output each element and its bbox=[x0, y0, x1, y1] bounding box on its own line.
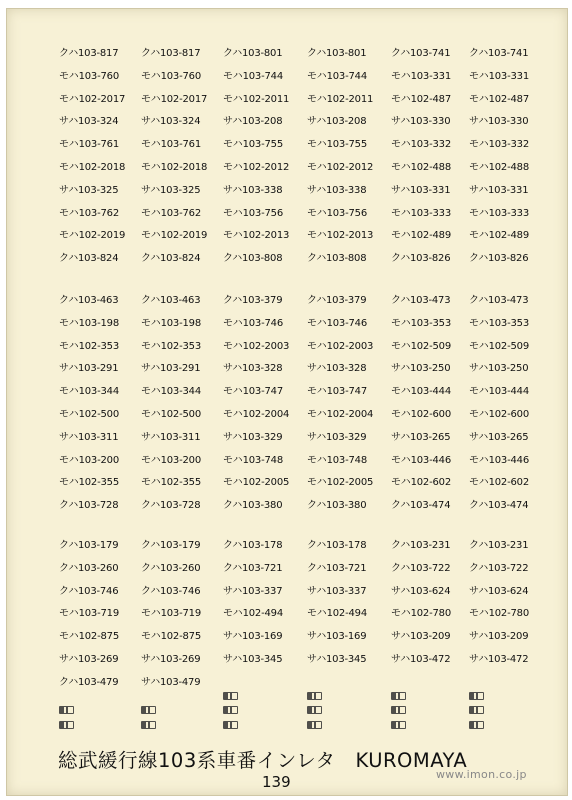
car-number-label: クハ103-746 bbox=[141, 585, 201, 597]
car-number-label: クハ103-722 bbox=[469, 562, 529, 574]
car-number-label: モハ102-875 bbox=[141, 631, 201, 643]
car-number-label: サハ103-209 bbox=[469, 631, 529, 643]
car-number-label: モハ103-200 bbox=[59, 454, 119, 466]
car-number-label: サハ103-269 bbox=[59, 653, 119, 665]
car-number-label: サハ103-338 bbox=[307, 184, 367, 196]
car-number-label: モハ103-198 bbox=[59, 317, 119, 329]
car-number-label: サハ103-329 bbox=[307, 431, 367, 443]
car-number-label: サハ103-338 bbox=[223, 184, 283, 196]
product-title: 総武緩行線103系車番インレタ KUROMAYA bbox=[58, 749, 468, 772]
car-number-label: サハ103-331 bbox=[391, 184, 451, 196]
car-number-label: サハ103-209 bbox=[391, 631, 451, 643]
car-number-label: サハ103-325 bbox=[59, 184, 119, 196]
car-number-label: モハ103-762 bbox=[141, 207, 201, 219]
car-number-label: モハ103-760 bbox=[141, 70, 201, 82]
car-number-label: モハ102-2019 bbox=[59, 230, 126, 242]
car-number-label: モハ103-747 bbox=[307, 386, 367, 398]
site-watermark: www.imon.co.jp bbox=[436, 768, 527, 781]
car-number-label: モハ102-2019 bbox=[141, 230, 208, 242]
car-number-label: モハ102-2004 bbox=[307, 408, 374, 420]
car-number-label: モハ102-2005 bbox=[223, 477, 290, 489]
car-number-label: クハ103-231 bbox=[391, 540, 451, 551]
car-number-label: モハ103-748 bbox=[223, 454, 283, 466]
car-number-label: クハ103-473 bbox=[469, 295, 529, 306]
car-number-label: クハ103-728 bbox=[141, 500, 201, 512]
car-number-label: クハ103-178 bbox=[307, 540, 367, 551]
car-number-label: サハ103-208 bbox=[223, 116, 283, 128]
car-number-label: サハ103-329 bbox=[223, 431, 283, 443]
car-number-label: サハ103-250 bbox=[391, 363, 451, 375]
car-number-label: モハ103-755 bbox=[223, 139, 283, 151]
car-number-label: モハ102-780 bbox=[391, 608, 451, 620]
car-number-label: モハ102-2003 bbox=[223, 340, 290, 352]
car-number-label: モハ102-2011 bbox=[223, 93, 290, 105]
car-number-label: クハ103-722 bbox=[391, 562, 451, 574]
decal-sheet bbox=[6, 8, 568, 796]
car-number-label: サハ103-325 bbox=[141, 184, 201, 196]
number-block-1 bbox=[59, 49, 549, 277]
car-number-label: モハ103-746 bbox=[223, 317, 283, 329]
car-number-label: モハ102-509 bbox=[469, 340, 529, 352]
car-number-label: モハ102-2013 bbox=[307, 230, 374, 242]
car-number-label: モハ103-331 bbox=[391, 70, 451, 82]
car-number-label: サハ103-624 bbox=[391, 585, 451, 597]
car-number-label: クハ103-474 bbox=[469, 500, 529, 512]
car-number-label: モハ102-494 bbox=[307, 608, 367, 620]
car-number-label: モハ103-331 bbox=[469, 70, 529, 82]
small-mark-icon bbox=[59, 706, 74, 714]
car-number-label: クハ103-179 bbox=[59, 540, 119, 551]
small-mark-icon bbox=[391, 706, 406, 714]
car-number-label: クハ103-479 bbox=[59, 676, 119, 688]
car-number-label: モハ102-355 bbox=[141, 477, 201, 489]
car-number-label: クハ103-741 bbox=[469, 48, 529, 59]
car-number-label: サハ103-337 bbox=[223, 585, 283, 597]
car-number-label: モハ103-332 bbox=[391, 139, 451, 151]
small-mark-icon bbox=[391, 721, 406, 729]
car-number-label: モハ103-760 bbox=[59, 70, 119, 82]
small-mark-icon bbox=[223, 692, 238, 700]
car-number-label: サハ103-169 bbox=[223, 631, 283, 643]
car-number-label: クハ103-721 bbox=[223, 562, 283, 574]
car-number-label: モハ102-780 bbox=[469, 608, 529, 620]
car-number-label: モハ102-487 bbox=[391, 93, 451, 105]
car-number-label: クハ103-231 bbox=[469, 540, 529, 551]
car-number-label: クハ103-260 bbox=[141, 562, 201, 574]
car-number-label: クハ103-721 bbox=[307, 562, 367, 574]
car-number-label: クハ103-463 bbox=[141, 295, 201, 306]
small-mark-icon bbox=[469, 721, 484, 729]
small-mark-icon bbox=[307, 706, 322, 714]
car-number-label: モハ103-761 bbox=[59, 139, 119, 151]
car-number-label: クハ103-474 bbox=[391, 500, 451, 512]
car-number-label: モハ102-875 bbox=[59, 631, 119, 643]
car-number-label: クハ103-824 bbox=[59, 253, 119, 265]
car-number-label: モハ102-509 bbox=[391, 340, 451, 352]
small-mark-icon bbox=[223, 721, 238, 729]
car-number-label: モハ102-2013 bbox=[223, 230, 290, 242]
car-number-label: モハ102-488 bbox=[469, 161, 529, 173]
mark-row-2 bbox=[59, 706, 549, 714]
car-number-label: モハ103-333 bbox=[469, 207, 529, 219]
car-number-label: モハ102-2017 bbox=[141, 93, 208, 105]
car-number-label: サハ103-265 bbox=[469, 431, 529, 443]
small-mark-icon bbox=[307, 721, 322, 729]
page-number: 139 bbox=[262, 773, 291, 791]
car-number-label: サハ103-311 bbox=[59, 431, 119, 443]
car-number-label: クハ103-801 bbox=[307, 48, 367, 59]
small-mark-icon bbox=[391, 692, 406, 700]
car-number-label: モハ102-500 bbox=[141, 408, 201, 420]
car-number-label: クハ103-826 bbox=[391, 253, 451, 265]
car-number-label: モハ102-487 bbox=[469, 93, 529, 105]
car-number-label: モハ102-2011 bbox=[307, 93, 374, 105]
car-number-label: クハ103-808 bbox=[223, 253, 283, 265]
small-mark-icon bbox=[141, 706, 156, 714]
car-number-label: クハ103-741 bbox=[391, 48, 451, 59]
small-mark-icon bbox=[469, 692, 484, 700]
car-number-label: モハ102-500 bbox=[59, 408, 119, 420]
car-number-label: クハ103-728 bbox=[59, 500, 119, 512]
car-number-label: クハ103-826 bbox=[469, 253, 529, 265]
car-number-label: モハ103-444 bbox=[469, 386, 529, 398]
car-number-label: モハ102-2017 bbox=[59, 93, 126, 105]
car-number-label: サハ103-169 bbox=[307, 631, 367, 643]
car-number-label: クハ103-817 bbox=[59, 48, 119, 59]
car-number-label: サハ103-324 bbox=[141, 116, 201, 128]
car-number-label: モハ103-344 bbox=[59, 386, 119, 398]
car-number-label: モハ103-756 bbox=[223, 207, 283, 219]
car-number-label: モハ103-353 bbox=[391, 317, 451, 329]
car-number-label: クハ103-379 bbox=[223, 295, 283, 306]
small-mark-icon bbox=[307, 692, 322, 700]
car-number-label: モハ102-2018 bbox=[59, 161, 126, 173]
car-number-label: モハ102-488 bbox=[391, 161, 451, 173]
car-number-label: サハ103-472 bbox=[391, 653, 451, 665]
car-number-label: クハ103-746 bbox=[59, 585, 119, 597]
car-number-label: サハ103-265 bbox=[391, 431, 451, 443]
car-number-label: クハ103-179 bbox=[141, 540, 201, 551]
car-number-label: サハ103-328 bbox=[223, 363, 283, 375]
car-number-label: モハ102-489 bbox=[469, 230, 529, 242]
car-number-label: モハ103-719 bbox=[141, 608, 201, 620]
car-number-label: モハ103-762 bbox=[59, 207, 119, 219]
car-number-label: サハ103-345 bbox=[307, 653, 367, 665]
car-number-label: モハ103-333 bbox=[391, 207, 451, 219]
car-number-label: サハ103-269 bbox=[141, 653, 201, 665]
car-number-label: モハ102-2003 bbox=[307, 340, 374, 352]
car-number-label: モハ102-353 bbox=[141, 340, 201, 352]
car-number-label: サハ103-208 bbox=[307, 116, 367, 128]
car-number-label: モハ103-446 bbox=[469, 454, 529, 466]
car-number-label: モハ103-353 bbox=[469, 317, 529, 329]
car-number-label: サハ103-250 bbox=[469, 363, 529, 375]
car-number-label: サハ103-311 bbox=[141, 431, 201, 443]
small-mark-icon bbox=[223, 706, 238, 714]
car-number-label: モハ102-355 bbox=[59, 477, 119, 489]
car-number-label: モハ103-332 bbox=[469, 139, 529, 151]
car-number-label: クハ103-463 bbox=[59, 295, 119, 306]
car-number-label: サハ103-291 bbox=[141, 363, 201, 375]
car-number-label: モハ103-761 bbox=[141, 139, 201, 151]
car-number-label: クハ103-380 bbox=[223, 500, 283, 512]
car-number-label: サハ103-330 bbox=[469, 116, 529, 128]
mark-row-1 bbox=[59, 692, 549, 700]
car-number-label: クハ103-801 bbox=[223, 48, 283, 59]
car-number-label: モハ102-2005 bbox=[307, 477, 374, 489]
car-number-label: モハ102-600 bbox=[391, 408, 451, 420]
number-block-2 bbox=[59, 296, 549, 524]
car-number-label: モハ103-198 bbox=[141, 317, 201, 329]
car-number-label: サハ103-330 bbox=[391, 116, 451, 128]
car-number-label: モハ103-744 bbox=[223, 70, 283, 82]
car-number-label: サハ103-291 bbox=[59, 363, 119, 375]
car-number-label: モハ102-489 bbox=[391, 230, 451, 242]
car-number-label: モハ102-602 bbox=[391, 477, 451, 489]
car-number-label: サハ103-328 bbox=[307, 363, 367, 375]
car-number-label: モハ102-2012 bbox=[307, 161, 374, 173]
car-number-label: モハ102-2004 bbox=[223, 408, 290, 420]
number-block-3 bbox=[59, 541, 549, 701]
car-number-label: サハ103-624 bbox=[469, 585, 529, 597]
car-number-label: サハ103-337 bbox=[307, 585, 367, 597]
car-number-label: クハ103-824 bbox=[141, 253, 201, 265]
car-number-label: モハ103-444 bbox=[391, 386, 451, 398]
car-number-label: モハ103-746 bbox=[307, 317, 367, 329]
small-mark-icon bbox=[59, 721, 74, 729]
mark-row-3 bbox=[59, 721, 549, 729]
small-mark-icon bbox=[141, 721, 156, 729]
car-number-label: モハ103-719 bbox=[59, 608, 119, 620]
car-number-label: クハ103-808 bbox=[307, 253, 367, 265]
car-number-label: サハ103-324 bbox=[59, 116, 119, 128]
car-number-label: サハ103-331 bbox=[469, 184, 529, 196]
car-number-label: クハ103-178 bbox=[223, 540, 283, 551]
car-number-label: クハ103-380 bbox=[307, 500, 367, 512]
car-number-label: モハ102-353 bbox=[59, 340, 119, 352]
car-number-label: モハ103-344 bbox=[141, 386, 201, 398]
car-number-label: モハ103-200 bbox=[141, 454, 201, 466]
car-number-label: クハ103-817 bbox=[141, 48, 201, 59]
car-number-label: サハ103-345 bbox=[223, 653, 283, 665]
car-number-label: クハ103-260 bbox=[59, 562, 119, 574]
car-number-label: モハ103-747 bbox=[223, 386, 283, 398]
car-number-label: モハ103-748 bbox=[307, 454, 367, 466]
car-number-label: クハ103-473 bbox=[391, 295, 451, 306]
car-number-label: モハ102-602 bbox=[469, 477, 529, 489]
car-number-label: モハ103-446 bbox=[391, 454, 451, 466]
car-number-label: サハ103-479 bbox=[141, 676, 201, 688]
car-number-label: モハ102-2018 bbox=[141, 161, 208, 173]
car-number-label: サハ103-472 bbox=[469, 653, 529, 665]
car-number-label: モハ103-756 bbox=[307, 207, 367, 219]
car-number-label: モハ102-600 bbox=[469, 408, 529, 420]
car-number-label: モハ103-744 bbox=[307, 70, 367, 82]
small-mark-icon bbox=[469, 706, 484, 714]
car-number-label: モハ103-755 bbox=[307, 139, 367, 151]
car-number-label: クハ103-379 bbox=[307, 295, 367, 306]
car-number-label: モハ102-494 bbox=[223, 608, 283, 620]
car-number-label: モハ102-2012 bbox=[223, 161, 290, 173]
